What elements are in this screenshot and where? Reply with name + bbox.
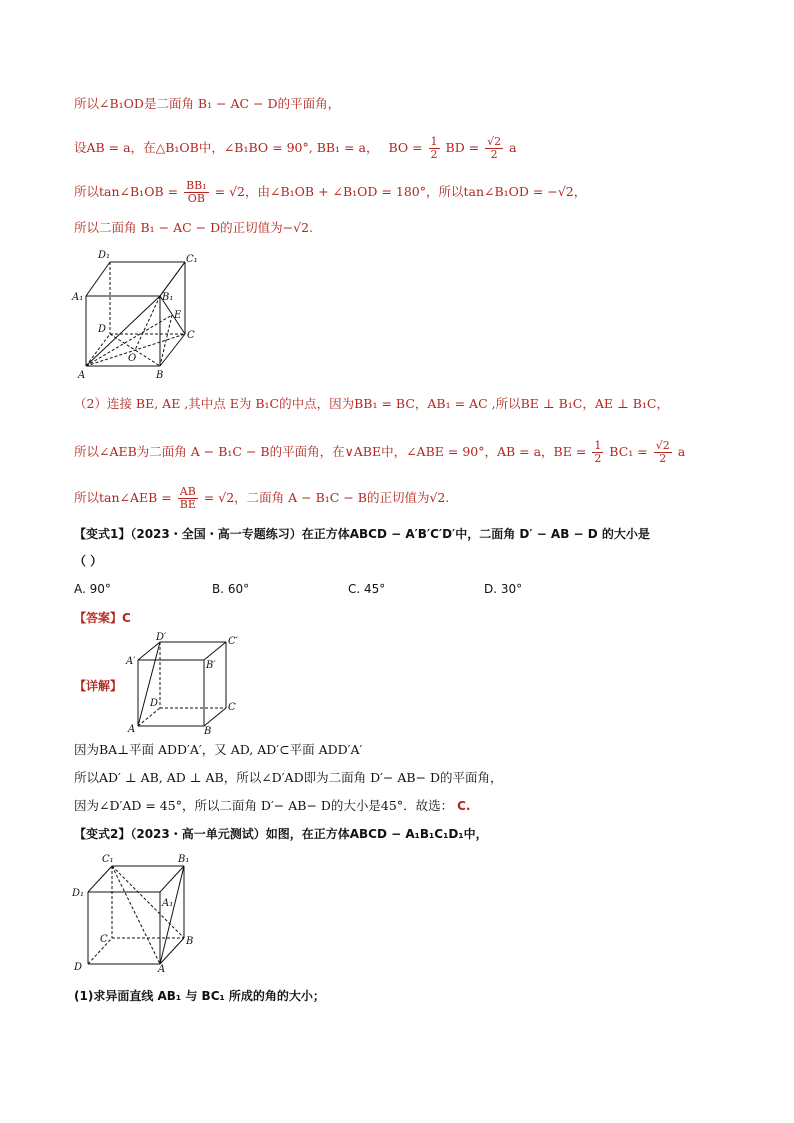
text-line: 所以∠B₁OD是二面角 B₁ − AC − D的平面角， <box>74 96 341 111</box>
question-variant-2: 【变式2】（2023・高一单元测试）如图，在正方体ABCD − A₁B₁C₁D₁中， <box>74 827 488 841</box>
text-line <box>74 798 470 814</box>
option-b: B. 60° <box>212 582 250 596</box>
vertex-label: B <box>204 726 212 736</box>
vertex-label: D₁ <box>72 888 85 899</box>
text-segment: 所以tan∠AEB = <box>74 490 172 505</box>
cube-figure-1 <box>70 250 210 382</box>
vertex-label: A <box>128 724 136 735</box>
text-line: 所以二面角 B₁ − AC − D的正切值为−√2. <box>74 220 313 235</box>
text-segment: BD = <box>445 140 480 155</box>
vertex-label: C <box>100 934 108 945</box>
fraction: $\frac{√2}{2}$ <box>655 439 670 465</box>
vertex-label: B₁ <box>178 854 190 865</box>
text-line: 因为BA⊥平面 ADD′A′，又 AD, AD′⊂平面 ADD′A′ <box>74 742 363 757</box>
vertex-label: C <box>187 330 195 341</box>
option-a: A. 90° <box>74 582 111 596</box>
text-segment: = √2，由∠B₁OB + ∠B₁OD = 180°，所以tan∠B₁OD = −√2， <box>214 184 587 199</box>
cube-figure-3 <box>70 852 200 974</box>
fraction: $\frac{√2}{2}$ <box>487 135 502 161</box>
question-variant-1: 【变式1】（2023・全国・高一专题练习）在正方体ABCD − A′B′C′D′中，二面角 D′ − AB − D 的大小是 <box>74 527 650 541</box>
text-line <box>74 440 685 465</box>
answer-blank: （ ） <box>74 554 103 568</box>
fraction: $\frac{\text{BB₁}}{OB}$ <box>186 179 207 205</box>
answer-choice: C. <box>457 799 471 813</box>
answer-label: 【答案】C <box>74 611 131 625</box>
vertex-label: A <box>78 370 86 381</box>
text-line: （2）连接 BE, AE ,其中点 E为 B₁C的中点，因为BB₁ = BC，AB₁ = AC ,所以BE ⊥ B₁C，AE ⊥ B₁C， <box>74 396 669 411</box>
fraction: $\frac{1}{2}$ <box>594 439 602 465</box>
vertex-label: B₁ <box>162 292 174 303</box>
detail-label: 【详解】 <box>74 679 123 693</box>
cube-figure-2 <box>124 632 250 736</box>
text-segment: 所以tan∠B₁OB = <box>74 184 179 199</box>
text-line: 所以AD′ ⊥ AB, AD ⊥ AB，所以∠D′AD即为二面角 D′− AB− D的平面角， <box>74 770 503 785</box>
text-segment: 因为∠D′AD = 45°，所以二面角 D′− AB− D的大小是45°．故选： <box>74 798 454 813</box>
fraction: $\frac{1}{2}$ <box>430 135 438 161</box>
fraction: $\frac{AB}{BE}$ <box>179 485 196 511</box>
text-segment: BO = <box>388 140 423 155</box>
text-line <box>74 180 586 205</box>
question-part-1: (1)求异面直线 AB₁ 与 BC₁ 所成的角的大小； <box>74 989 325 1003</box>
option-c: C. 45° <box>348 582 386 596</box>
vertex-label: A′ <box>126 656 136 667</box>
vertex-label: A₁ <box>162 898 174 909</box>
text-segment: a <box>509 140 517 155</box>
text-line <box>74 136 517 161</box>
vertex-label: D <box>150 698 159 709</box>
vertex-label: B <box>186 936 194 947</box>
vertex-label: D <box>74 962 83 973</box>
text-segment: BC₁ = <box>609 444 648 459</box>
vertex-label: D′ <box>156 632 167 643</box>
vertex-label: O <box>128 353 137 364</box>
vertex-label: C <box>228 702 236 713</box>
text-segment: 所以∠AEB为二面角 A − B₁C − B的平面角，在∨ABE中，∠ABE = 90°，AB = a，BE = <box>74 444 587 459</box>
option-d: D. 30° <box>484 582 523 596</box>
vertex-label: B <box>156 370 164 381</box>
text-segment: = √2，二面角 A − B₁C − B的正切值为√2. <box>203 490 450 505</box>
vertex-label: A₁ <box>72 292 84 303</box>
vertex-label: C₁ <box>186 254 198 265</box>
text-segment: a <box>677 444 686 459</box>
vertex-label: E <box>174 310 182 321</box>
vertex-label: A <box>158 964 166 974</box>
text-line <box>74 486 449 511</box>
vertex-label: B′ <box>206 660 216 671</box>
vertex-label: D <box>98 324 107 335</box>
text-segment: 设AB = a，在△B₁OB中，∠B₁BO = 90°, BB₁ = a， <box>74 140 379 155</box>
vertex-label: C′ <box>228 636 238 647</box>
vertex-label: D₁ <box>98 250 111 261</box>
vertex-label: C₁ <box>102 854 114 865</box>
